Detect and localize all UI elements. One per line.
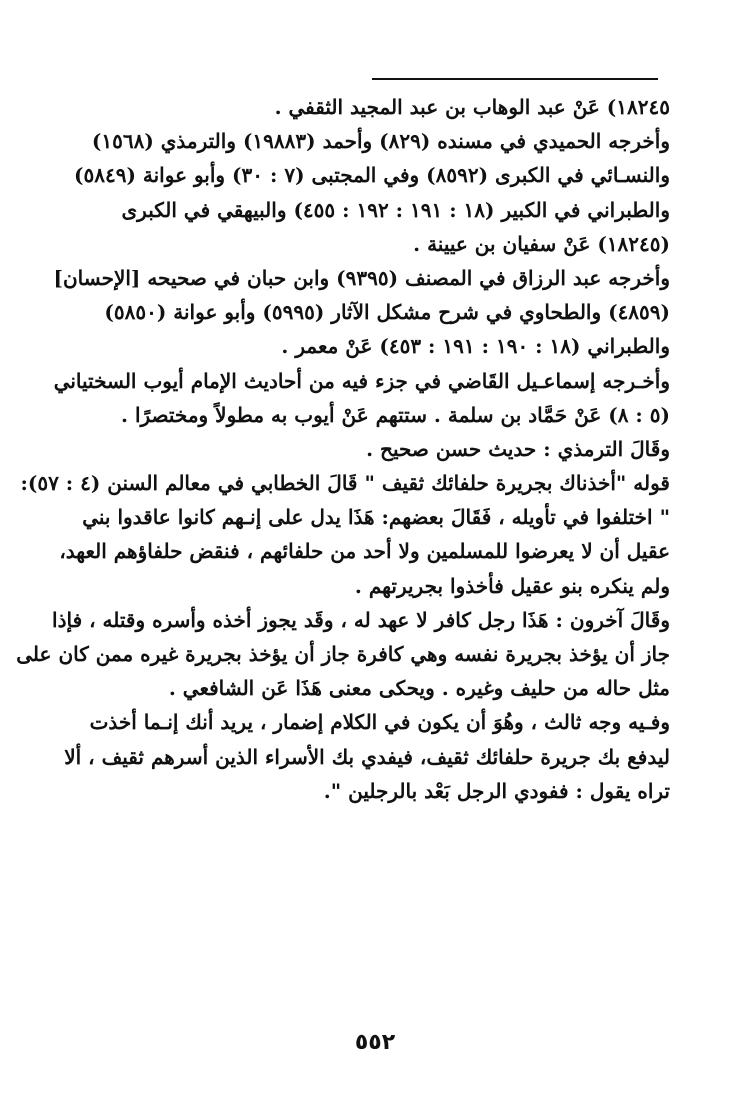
text-line: وقَالَ آخرون : هَذَا رجل كافر لا عهد له ، وقَد يجوز أخذه وأسره وقتله ، فإذا: [52, 607, 670, 632]
text-line: والطبراني (١٨ : ١٩٠ : ١٩١ : ٤٥٣) عَنْ معمر .: [281, 334, 670, 359]
text-line: ولم ينكره بنو عقيل فأخذوا بجريرتهم .: [354, 573, 670, 598]
text-line: ١٨٢٤٥) عَنْ عبد الوهاب بن عبد المجيد الثقفي .: [274, 95, 670, 119]
text-line: وقَالَ الترمذي : حديث حسن صحيح .: [366, 436, 670, 461]
text-line: وفـيه وجه ثالث ، وهُوَ أن يكون في الكلام إضمار ، يريد أنك إنـما أخذت: [89, 710, 670, 735]
page-number: ٥٥٢: [354, 1030, 396, 1055]
text-line: والنسـائي في الكبرى (٨٥٩٢) وفي المجتبى (٧ : ٣٠) وأبو عوانة (٥٨٤٩): [74, 163, 670, 188]
text-line: مثل حاله من حليف وغيره . ويحكى معنى هَذَا عَن الشافعي .: [168, 676, 670, 701]
text-line: تراه يقول : ففودي الرجل بَعْد بالرجلين ".: [323, 778, 670, 803]
text-line: وأخـرجه إسماعـيل القَاضي في جزء فيه من أحاديث الإمام أيوب السختياني: [53, 368, 670, 393]
text-line: والطبراني في الكبير (١٨ : ١٩١ : ١٩٢ : ٤٥٥) والبيهقي في الكبرى: [121, 197, 670, 222]
text-line: قوله "أخذناك بجريرة حلفائك ثقيف " قَالَ الخطابي في معالم السنن (٤ : ٥٧):: [20, 471, 670, 496]
text-line: وأخرجه الحميدي في مسنده (٨٢٩) وأحمد (١٩٨٨٣) والترمذي (١٥٦٨): [91, 129, 670, 154]
text-line: (٤٨٥٩) والطحاوي في شرح مشكل الآثار (٥٩٩٥) وأبو عوانة (٥٨٥٠): [104, 300, 670, 325]
text-line: عقيل أن لا يعرضوا للمسلمين ولا أحد من حلفائهم ، فنقض حلفاؤهم العهد،: [59, 539, 670, 564]
text-line: جاز أن يؤخذ بجريرة نفسه وهي كافرة جاز أن يؤخذ بجريرة غيره ممن كان على: [16, 642, 670, 666]
text-line: ليدفع بك جريرة حلفائك ثقيف، فيفدي بك الأسراء الذين أسرهم ثقيف ، ألا: [64, 744, 670, 769]
text-line: (٥ : ٨) عَنْ حَمَّاد بن سلمة . ستتهم عَنْ أيوب به مطولاً ومختصرًا .: [121, 402, 670, 427]
text-line: (١٨٢٤٥) عَنْ سفيان بن عيينة .: [413, 231, 670, 256]
text-line: وأخرجه عبد الرزاق في المصنف (٩٣٩٥) وابن حبان في صحيحه [الإحسان]: [53, 265, 670, 290]
page-body-text: [16, 90, 670, 808]
footnote-separator-rule: [372, 78, 658, 80]
text-line: " اختلفوا في تأويله ، فَقَالَ بعضهم: هَذَا يدل على إنـهم كانوا عاقدوا بني: [82, 505, 670, 530]
